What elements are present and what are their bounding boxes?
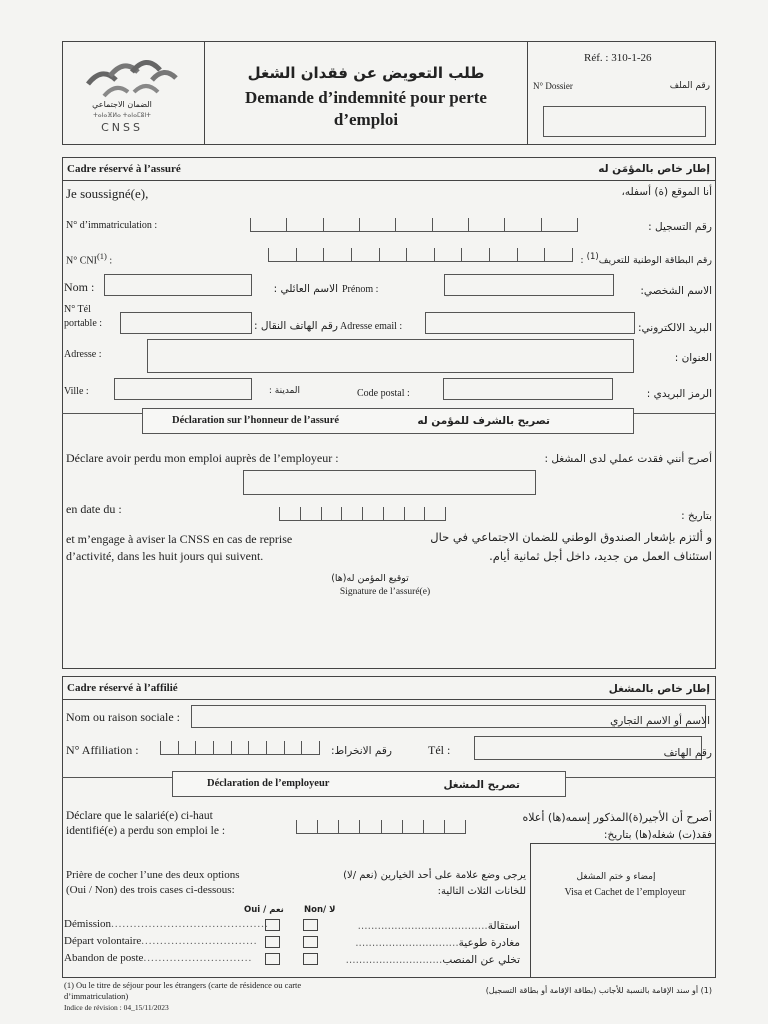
cni-colon: : — [109, 255, 113, 267]
footnote-ar: (1) أو سند الإقامة بالنسبة للأجانب (بطاقة الإقامة أو بطاقة التسجيل) — [485, 986, 712, 995]
cocher-ar-line1: يرجى وضع علامة على أحد الخيارين (نعم /لا) — [343, 870, 526, 881]
decl-assure-band-fr: Déclaration sur l’honneur de l’assuré — [172, 415, 340, 426]
cp-label-ar: الرمز البريدي : — [646, 388, 712, 400]
prenom-label-ar: الاسم الشخصي: — [640, 285, 712, 297]
decl-employeur-band-fr: Déclaration de l’employeur — [207, 778, 330, 789]
depart-oui-checkbox[interactable] — [265, 936, 280, 948]
email-field[interactable] — [425, 312, 635, 334]
salarie-fr-line1: Déclare que le salarié(e) ci-haut — [66, 810, 213, 822]
ville-field[interactable] — [114, 378, 252, 400]
date-perte-employeur-field[interactable] — [296, 820, 466, 834]
adresse-field[interactable] — [147, 339, 634, 373]
cni-ar-footnote-ref: (1) — [586, 252, 599, 262]
date-perte-field[interactable] — [279, 507, 446, 521]
option-demission-ar-label: استقالة — [487, 920, 520, 932]
salarie-fr-line2: identifié(e) a perdu son emploi le : — [66, 825, 226, 837]
visa-label-ar: إمضاء و ختم المشغل — [576, 872, 656, 882]
option-depart-ar-label: مغادرة طوعية — [458, 937, 520, 949]
cni-label-text: N° CNI — [66, 255, 97, 267]
title-arabic: طلب التعويض عن فقدان الشغل — [247, 64, 485, 82]
email-label-ar: البريد الالكتروني: — [638, 322, 712, 334]
option-abandon-ar-label: تخلي عن المنصب — [442, 954, 520, 966]
footnote-fr-line2: d’immatriculation) — [64, 991, 129, 1001]
dossier-number-field[interactable] — [543, 106, 706, 137]
ville-label-ar: المدينة : — [268, 386, 300, 396]
immat-label-ar: رقم التسجيل : — [648, 221, 712, 233]
cni-number-field[interactable] — [268, 248, 573, 262]
title-french-line1: Demande d’indemnité pour perte — [245, 88, 487, 107]
tel-portable-field[interactable] — [120, 312, 252, 334]
abandon-non-checkbox[interactable] — [303, 953, 318, 965]
header-divider-right — [527, 41, 528, 145]
footnote-fr-line1: (1) Ou le titre de séjour pour les étrangers (carte de résidence ou carte — [64, 980, 302, 990]
prenom-label-fr: Prénom : — [342, 284, 379, 295]
decl-assure-band-ar: تصريح بالشرف للمؤمن له — [417, 415, 550, 427]
date-label-ar: بتاريخ : — [681, 510, 712, 522]
cni-label-fr — [66, 251, 112, 266]
reference-number: Réf. : 310-1-26 — [584, 52, 652, 64]
demission-oui-checkbox[interactable] — [265, 919, 280, 931]
salarie-ar-line1: أصرح أن الأجير(ة)المذكور إسمه(ها) أعلاه — [522, 811, 712, 824]
engage-fr-line1: et m’engage à aviser la CNSS en cas de reprise — [66, 532, 293, 546]
assure-header-line — [62, 180, 716, 181]
adresse-label-ar: العنوان : — [674, 352, 712, 364]
abandon-oui-checkbox[interactable] — [265, 953, 280, 965]
cni-footnote-ref: (1) — [96, 251, 107, 261]
code-postal-field[interactable] — [443, 378, 613, 400]
option-abandon-label: Abandon de poste — [64, 952, 144, 964]
visa-cachet-area[interactable] — [535, 905, 711, 973]
affiliation-label-fr: N° Affiliation : — [66, 743, 139, 757]
signature-assure-ar: توقيع المؤمن له(ها) — [331, 573, 409, 584]
assure-section-title-ar: إطار خاص بالمؤمَن له — [598, 163, 710, 175]
option-depart-label: Départ volontaire — [64, 935, 142, 947]
engage-ar-line2: استئناف العمل من جديد، داخل أجل ثمانية أيام. — [489, 549, 712, 563]
salarie-ar-line2: فقد(ت) شغله(ها) بتاريخ: — [603, 829, 712, 841]
tel-affilie-label-ar: رقم الهاتف — [663, 747, 712, 759]
affilie-section-title-fr: Cadre réservé à l’affilié — [67, 682, 178, 694]
adresse-label-fr: Adresse : — [64, 349, 102, 360]
immat-number-field[interactable] — [250, 218, 578, 232]
revision-index: Indice de révision : 04_15/11/2023 — [64, 1003, 169, 1012]
non-column-header: Non/ لا — [304, 905, 336, 915]
email-label-fr: Adresse email : — [340, 321, 403, 332]
tel-label-fr-line1: N° Tél — [64, 304, 91, 315]
engage-fr-line2: d’activité, dans les huit jours qui suivent. — [66, 549, 264, 563]
decl-employeur-band-ar: تصريح المشغل — [443, 779, 520, 791]
depart-non-checkbox[interactable] — [303, 936, 318, 948]
cocher-ar-line2: للخانات الثلاث التالية: — [437, 886, 526, 897]
dossier-label-fr: N° Dossier — [533, 81, 573, 91]
date-label-fr: en date du : — [66, 502, 122, 516]
cocher-fr-line2: (Oui / Non) des trois cases ci-dessous: — [66, 884, 235, 896]
logo-acronym: CNSS — [101, 121, 143, 134]
dossier-label-ar: رقم الملف — [669, 81, 710, 91]
cnss-logo — [82, 52, 182, 138]
prenom-field[interactable] — [444, 274, 614, 296]
cocher-fr-line1: Prière de cocher l’une des deux options — [66, 869, 240, 881]
option-depart-ar: مغادرة طوعية............................... — [355, 937, 520, 949]
signature-assure-fr: Signature de l’assuré(e) — [339, 587, 431, 597]
affiliation-label-ar: رقم الانخراط: — [331, 745, 392, 757]
affilie-header-line — [62, 699, 716, 700]
visa-box-left-border — [530, 843, 531, 978]
soussigne-fr: Je soussigné(e), — [66, 186, 149, 201]
cnss-logo-icon — [82, 52, 182, 100]
cni-label-ar — [556, 252, 712, 266]
perdu-emploi-fr: Déclare avoir perdu mon emploi auprès de l’employeur : — [66, 451, 339, 465]
raison-sociale-fr: Nom ou raison sociale : — [66, 710, 180, 724]
visa-box-top-border — [530, 843, 716, 844]
immat-label-fr: N° d’immatriculation : — [66, 220, 158, 231]
signature-assure-area[interactable] — [200, 600, 570, 660]
option-demission-label: Démission — [64, 918, 112, 930]
affiliation-number-field[interactable] — [160, 741, 320, 755]
tel-label-fr-line2: portable : — [64, 318, 103, 329]
nom-label-ar: الاسم العائلي : — [273, 283, 338, 295]
cp-label-fr: Code postal : — [357, 388, 410, 399]
assure-section-title-fr: Cadre réservé à l’assuré — [67, 163, 181, 175]
employeur-field[interactable] — [243, 470, 536, 495]
perdu-emploi-ar: أصرح أنني فقدت عملي لدى المشغل : — [544, 453, 712, 465]
cni-ar-colon: : — [580, 255, 584, 267]
engage-ar-line1: و ألتزم بإشعار الصندوق الوطني للضمان الاجتماعي في حال — [430, 530, 712, 544]
raison-sociale-ar: الاسم أو الاسم التجاري — [610, 715, 710, 727]
visa-label-fr: Visa et Cachet de l’employeur — [564, 887, 686, 898]
logo-tifinagh: ⵜⴰⵏⴰⴼⵍⴰ ⵜⴰⵏⴰⵎⵓⵏⵜ — [93, 112, 151, 119]
title-french-line2: d’emploi — [333, 110, 399, 129]
nom-label-fr: Nom : — [64, 280, 95, 294]
option-demission-ar: استقالة....................................... — [357, 920, 520, 932]
cni-label-ar-text: رقم البطاقة الوطنية للتعريف — [598, 255, 712, 267]
logo-arabic: الضمان الاجتماعي — [92, 100, 152, 109]
nom-field[interactable] — [104, 274, 252, 296]
tel-label-ar: رقم الهاتف النقال : — [254, 320, 338, 332]
affilie-section-title-ar: إطار خاص بالمشغل — [608, 683, 710, 695]
option-abandon-ar: تخلي عن المنصب............................. — [345, 954, 520, 966]
demission-non-checkbox[interactable] — [303, 919, 318, 931]
ville-label-fr: Ville : — [64, 386, 89, 397]
option-abandon-fr: Abandon de poste............................. — [64, 952, 253, 964]
soussigne-ar: أنا الموقع (ة) أسفله، — [621, 186, 712, 198]
option-demission-fr: Démission.......................................... — [64, 918, 269, 930]
tel-affilie-label-fr: Tél : — [428, 743, 451, 757]
option-depart-fr: Départ volontaire............................... — [64, 935, 258, 947]
oui-column-header: Oui / نعم — [244, 905, 284, 915]
